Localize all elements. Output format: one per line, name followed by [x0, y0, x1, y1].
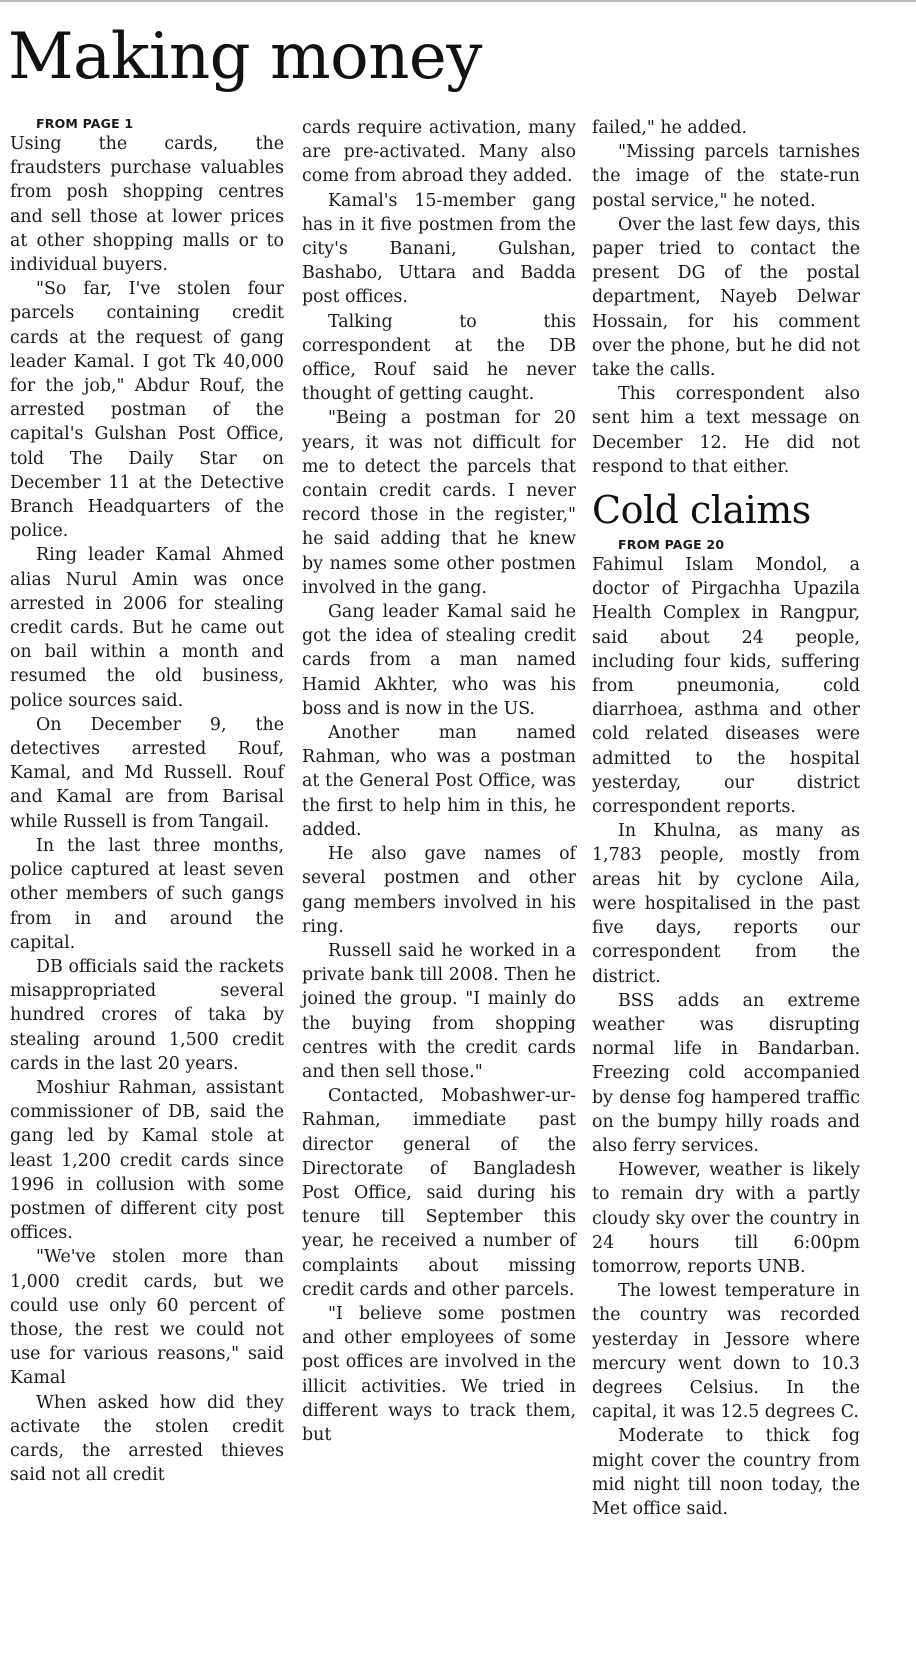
paragraph: "So far, I've stolen four parcels containing credit cards at the request of gang leader Kamal. I got Tk 40,000 for the job," Abdur Rouf, the arrested postman of the capital's Gulshan Post Office, told The Daily Star on December 11 at the Detective Branch Headquarters of the police. — [10, 279, 284, 542]
paragraph: "Missing parcels tarnishes the image of the state-run postal service," he noted. — [592, 142, 860, 211]
paragraph: This correspondent also sent him a text message on December 12. He did not respond to that either. — [592, 384, 860, 477]
article-column-2 — [302, 116, 576, 1447]
paragraph: However, weather is likely to remain dry with a partly cloudy sky over the country in 24 hours till 6:00pm tomorrow, reports UNB. — [592, 1160, 860, 1277]
paragraph: Ring leader Kamal Ahmed alias Nurul Amin was once arrested in 2006 for stealing credit cards. But he came out on bail within a month and resumed the old business, police sources said. — [10, 545, 284, 711]
from-page-label: FROM PAGE 1 — [36, 116, 134, 131]
paragraph: Moderate to thick fog might cover the country from mid night till noon today, the Met office said. — [592, 1426, 860, 1519]
article-column-1 — [10, 116, 284, 1487]
paragraph: failed," he added. — [592, 118, 748, 138]
paragraph: In Khulna, as many as 1,783 people, mostly from areas hit by cyclone Aila, were hospitalised in the past five days, reports our correspondent from the district. — [592, 821, 860, 987]
paragraph: Gang leader Kamal said he got the idea of stealing credit cards from a man named Hamid Akhter, who was his boss and is now in the US. — [302, 602, 576, 719]
paragraph: Another man named Rahman, who was a postman at the General Post Office, was the first to help him in this, he added. — [302, 723, 576, 840]
paragraph: Talking to this correspondent at the DB office, Rouf said he never thought of getting caught. — [302, 311, 576, 405]
paragraph: Kamal's 15-member gang has in it five postmen from the city's Banani, Gulshan, Bashabo, Uttara and Badda post offices. — [302, 190, 576, 308]
headline: Making money — [8, 20, 482, 94]
from-page-label: FROM PAGE 20 — [618, 537, 725, 553]
paragraph: When asked how did they activate the stolen credit cards, the arrested thieves said not all credit — [10, 1392, 284, 1486]
paragraph: Over the last few days, this paper tried to contact the present DG of the postal department, Nayeb Delwar Hossain, for his comment over the phone, but he did not take the calls. — [592, 214, 860, 381]
paragraph: BSS adds an extreme weather was disrupting normal life in Bandarban. Freezing cold accompanied by dense fog hampered traffic on the bumpy hilly roads and also ferry services. — [592, 990, 860, 1156]
paragraph: Russell said he worked in a private bank till 2008. Then he joined the group. "I mainly do the buying from shopping centres with the credit cards and then sell those." — [302, 940, 576, 1082]
paragraph: "I believe some postmen and other employees of some post offices are involved in the illicit activities. We tried in different ways to track them, but — [302, 1303, 576, 1445]
paragraph: Using the cards, the fraudsters purchase valuables from posh shopping centres and sell those at lower prices at other shopping malls or to individual buyers. — [10, 134, 284, 276]
paragraph: DB officials said the rackets misappropriated several hundred crores of taka by stealing around 1,500 credit cards in the last 20 years. — [10, 956, 284, 1074]
paragraph: "We've stolen more than 1,000 credit cards, but we could use only 60 percent of those, the rest we could not use for various reasons," said Kamal — [10, 1247, 284, 1389]
paragraph: In the last three months, police captured at least seven other members of such gangs from in and around the capital. — [10, 835, 284, 953]
article-column-3 — [592, 116, 860, 1521]
paragraph: Contacted, Mobashwer-ur-Rahman, immediate past director general of the Directorate of Bangladesh Post Office, said during his tenure till September this year, he received a number of complaints about missing credit cards and other parcels. — [302, 1086, 576, 1300]
subhead: Cold claims — [592, 488, 811, 533]
paragraph: Moshiur Rahman, assistant commissioner of DB, said the gang led by Kamal stole at least 1,200 credit cards since 1996 in collusion with some postmen of different city post offices. — [10, 1077, 284, 1244]
paragraph: Fahimul Islam Mondol, a doctor of Pirgachha Upazila Health Complex in Rangpur, said about 24 people, including four kids, suffering from pneumonia, cold diarrhoea, asthma and other cold related diseases were admitted to the hospital yesterday, our district correspondent reports. — [592, 555, 860, 818]
paragraph: On December 9, the detectives arrested Rouf, Kamal, and Md Russell. Rouf and Kamal are from Barisal while Russell is from Tangail. — [10, 714, 284, 832]
paragraph: "Being a postman for 20 years, it was not difficult for me to detect the parcels that contain credit cards. I never record those in the register," he said adding that he knew by names some other postmen involved in the gang. — [302, 408, 576, 598]
paragraph: cards require activation, many are pre-activated. Many also come from abroad they added. — [302, 118, 576, 187]
paragraph: The lowest temperature in the country was recorded yesterday in Jessore where mercury went down to 10.3 degrees Celsius. In the capital, it was 12.5 degrees C. — [592, 1281, 860, 1423]
paragraph: He also gave names of several postmen and other gang members involved in his ring. — [302, 844, 576, 937]
